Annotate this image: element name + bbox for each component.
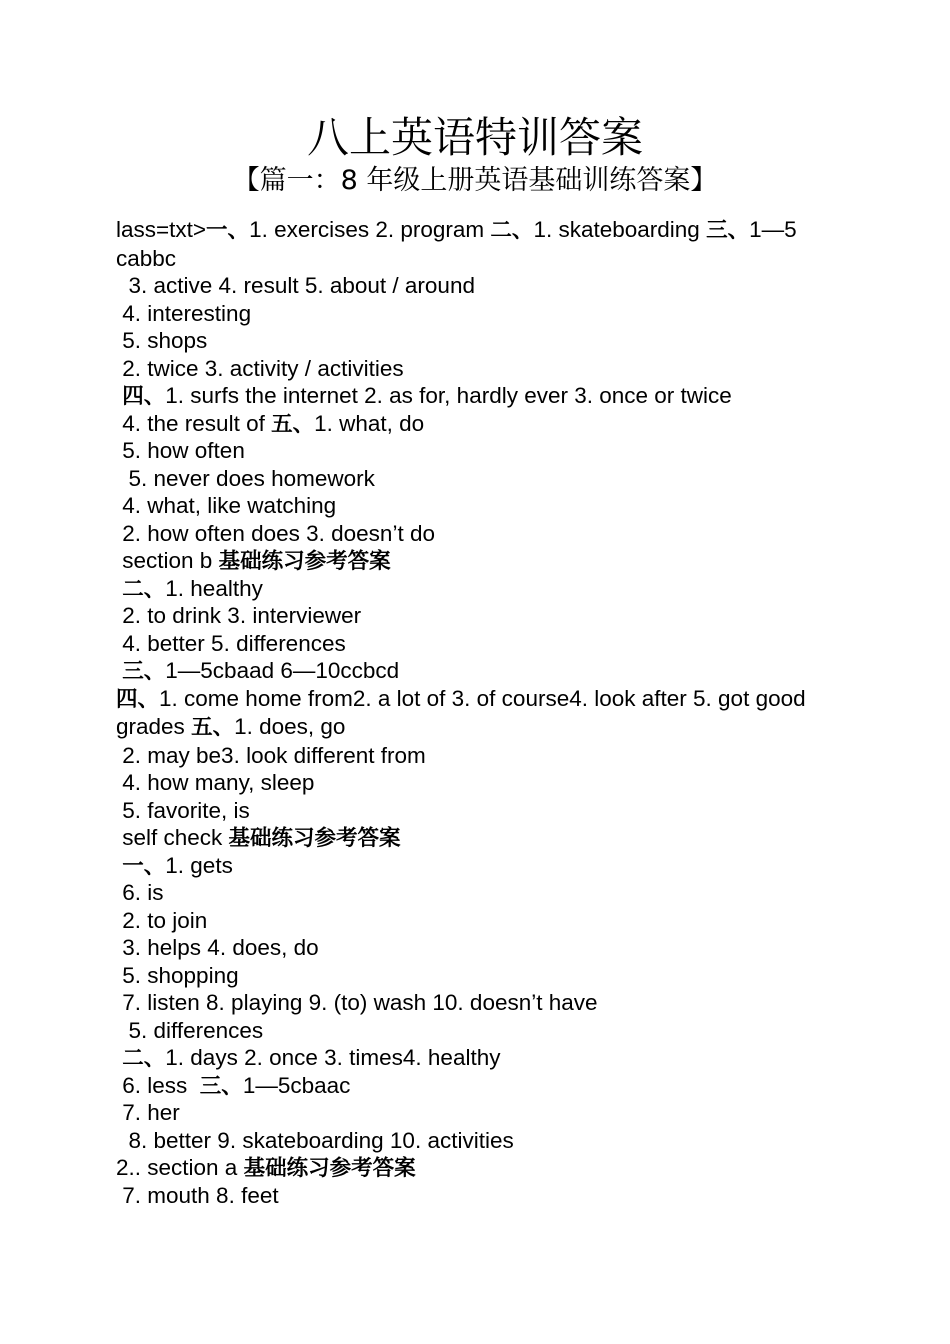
section-heading: 基础练习参考答案 [228, 826, 401, 851]
answer-text: self check [116, 825, 229, 850]
answer-text: 7. her [116, 1100, 180, 1125]
answer-text: 2. how often does 3. doesn’t do [116, 520, 435, 546]
answer-line [116, 520, 838, 548]
answer-text: 7. mouth 8. feet [116, 1182, 279, 1208]
answer-text: 4. interesting [116, 300, 252, 326]
answer-text: 1—5cbaad 6—10ccbcd [165, 658, 400, 683]
answer-line [116, 437, 838, 465]
answer-text: 1. gets [165, 852, 233, 878]
answer-line [116, 216, 838, 272]
answer-text: lass=txt> [116, 217, 207, 242]
section-heading: 三、 [199, 1073, 243, 1099]
answer-line [116, 1154, 838, 1182]
answer-text: 4. better 5. differences [116, 630, 346, 656]
answer-line [116, 1182, 838, 1210]
section-heading: 一、 [122, 853, 166, 879]
answer-line [116, 1127, 838, 1155]
answer-line [116, 824, 838, 852]
answer-line [116, 602, 838, 630]
section-heading: 基础练习参考答案 [218, 549, 391, 574]
answer-line [116, 630, 838, 658]
answer-line [116, 934, 838, 962]
section-heading: 三、 [122, 659, 166, 684]
answer-text: 8. better 9. skateboarding 10. activities [116, 1127, 514, 1153]
answer-text: 4. how many, sleep [116, 770, 315, 795]
section-heading: 四、 [122, 384, 166, 409]
answer-text: 1. come home from2. a lot of 3. of course4. look after 5. got good grades [116, 685, 806, 739]
answer-line [116, 742, 838, 770]
answer-line [116, 797, 838, 825]
answer-text: section b [116, 548, 219, 573]
answer-text: 3. helps 4. does, do [116, 935, 319, 960]
answer-text: 5. never does homework [116, 465, 375, 491]
answer-line [116, 355, 838, 383]
answer-line [116, 1072, 838, 1100]
answer-text: 6. is [116, 880, 164, 905]
answer-line [116, 685, 838, 742]
answer-text: 2. may be3. look different from [116, 742, 426, 768]
answer-line [116, 879, 838, 907]
section-heading: 四、 [116, 686, 160, 712]
section-heading: 五、 [271, 411, 315, 437]
section-heading: 基础练习参考答案 [243, 1156, 416, 1181]
answer-line [116, 492, 838, 520]
document-subtitle: 【篇一：8 年级上册英语基础训练答案】 [232, 165, 718, 196]
answer-text: 1. skateboarding [533, 217, 707, 242]
section-heading: 一、 [206, 218, 250, 243]
document-title: 八上英语特训答案 [306, 113, 643, 162]
answer-body [116, 216, 838, 1209]
answer-line [116, 575, 838, 603]
answer-line [116, 989, 838, 1017]
answer-line [116, 1017, 838, 1045]
answer-line [116, 547, 838, 575]
section-heading: 二、 [490, 218, 534, 243]
answer-line [116, 272, 838, 300]
answer-line [116, 852, 838, 880]
answer-line [116, 327, 838, 355]
answer-line [116, 962, 838, 990]
answer-text: 6. less [116, 1072, 200, 1098]
answer-line [116, 465, 838, 493]
answer-text: 1. healthy [165, 575, 263, 601]
answer-text: 4. what, like watching [116, 493, 337, 518]
answer-text: 2.. section a [116, 1155, 244, 1180]
answer-line [116, 382, 838, 410]
section-heading: 五、 [191, 715, 235, 740]
answer-text: 2. to join [116, 907, 208, 933]
answer-text: 1—5cbaac [242, 1072, 351, 1098]
answer-text: 3. active 4. result 5. about / around [116, 273, 475, 298]
answer-text: 2. twice 3. activity / activities [116, 355, 404, 381]
answer-text: 7. listen 8. playing 9. (to) wash 10. doesn’t have [116, 990, 598, 1015]
answer-line [116, 410, 838, 438]
answer-line [116, 300, 838, 328]
answer-line [116, 657, 838, 685]
answer-text: 5. favorite, is [116, 797, 250, 823]
section-heading: 二、 [122, 576, 166, 602]
answer-text: 4. the result of [116, 410, 272, 436]
section-heading: 三、 [706, 218, 750, 243]
answer-text: 1. does, go [234, 714, 346, 739]
answer-line [116, 907, 838, 935]
answer-text: 1. surfs the internet 2. as for, hardly ever 3. once or twice [165, 383, 732, 408]
answer-line [116, 1099, 838, 1127]
answer-text: 5. how often [116, 438, 245, 463]
answer-text: 2. to drink 3. interviewer [116, 603, 362, 628]
answer-line [116, 769, 838, 797]
answer-line [116, 1044, 838, 1072]
answer-text: 1—5 cabbc [116, 217, 797, 271]
answer-text: 5. shops [116, 328, 208, 353]
answer-text: 5. shopping [116, 962, 239, 988]
answer-text: 1. days 2. once 3. times4. healthy [165, 1045, 501, 1070]
answer-text: 1. exercises 2. program [249, 217, 491, 242]
answer-text: 1. what, do [314, 410, 425, 436]
answer-text: 5. differences [116, 1017, 264, 1043]
section-heading: 二、 [122, 1046, 166, 1071]
